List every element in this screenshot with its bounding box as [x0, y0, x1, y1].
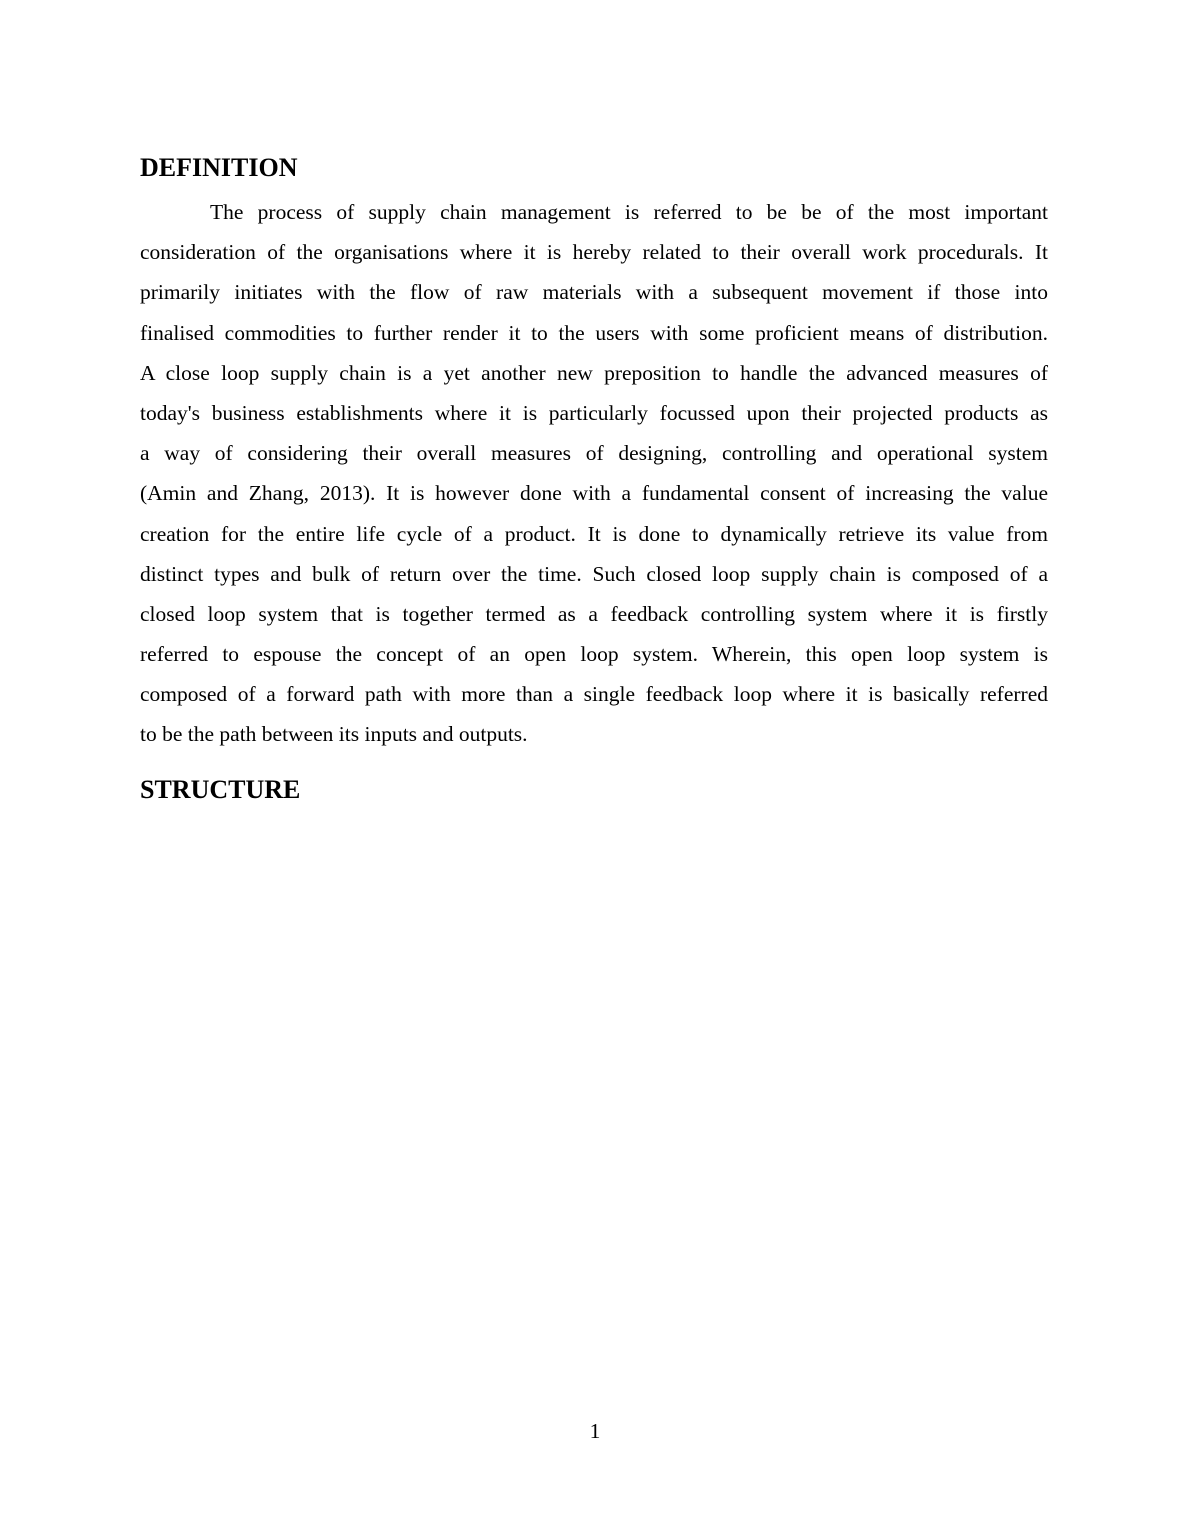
- paragraph-line: creation for the entire life cycle of a product. It is done to dynamically retrieve its value from: [140, 521, 1048, 546]
- paragraph-line: to be the path between its inputs and outputs.: [140, 722, 528, 747]
- section-heading-structure: STRUCTURE: [140, 775, 301, 804]
- paragraph-line: referred to espouse the concept of an open loop system. Wherein, this open loop system is: [140, 642, 1048, 667]
- paragraph-line: The process of supply chain management is referred to be be of the most important: [210, 200, 1048, 224]
- paragraph-line: finalised commodities to further render it to the users with some proficient means of distribution.: [140, 320, 1048, 345]
- section-heading-definition: DEFINITION: [140, 153, 298, 182]
- paragraph-line: primarily initiates with the flow of raw materials with a subsequent movement if those into: [140, 280, 1048, 305]
- page-number: 1: [589, 1419, 601, 1443]
- paragraph-line: A close loop supply chain is a yet another new preposition to handle the advanced measures of: [140, 360, 1048, 385]
- paragraph-line: (Amin and Zhang, 2013). It is however done with a fundamental consent of increasing the value: [140, 481, 1048, 506]
- paragraph-line: distinct types and bulk of return over the time. Such closed loop supply chain is composed of a: [140, 561, 1048, 586]
- paragraph-line: consideration of the organisations where it is hereby related to their overall work procedurals. It: [140, 240, 1048, 265]
- definition-paragraph: [140, 196, 1048, 759]
- paragraph-line: closed loop system that is together termed as a feedback controlling system where it is firstly: [140, 601, 1048, 626]
- paragraph-line: composed of a forward path with more than a single feedback loop where it is basically referred: [140, 682, 1048, 707]
- paragraph-line: today's business establishments where it is particularly focussed upon their projected products as: [140, 400, 1048, 425]
- paragraph-line: a way of considering their overall measures of designing, controlling and operational system: [140, 441, 1048, 466]
